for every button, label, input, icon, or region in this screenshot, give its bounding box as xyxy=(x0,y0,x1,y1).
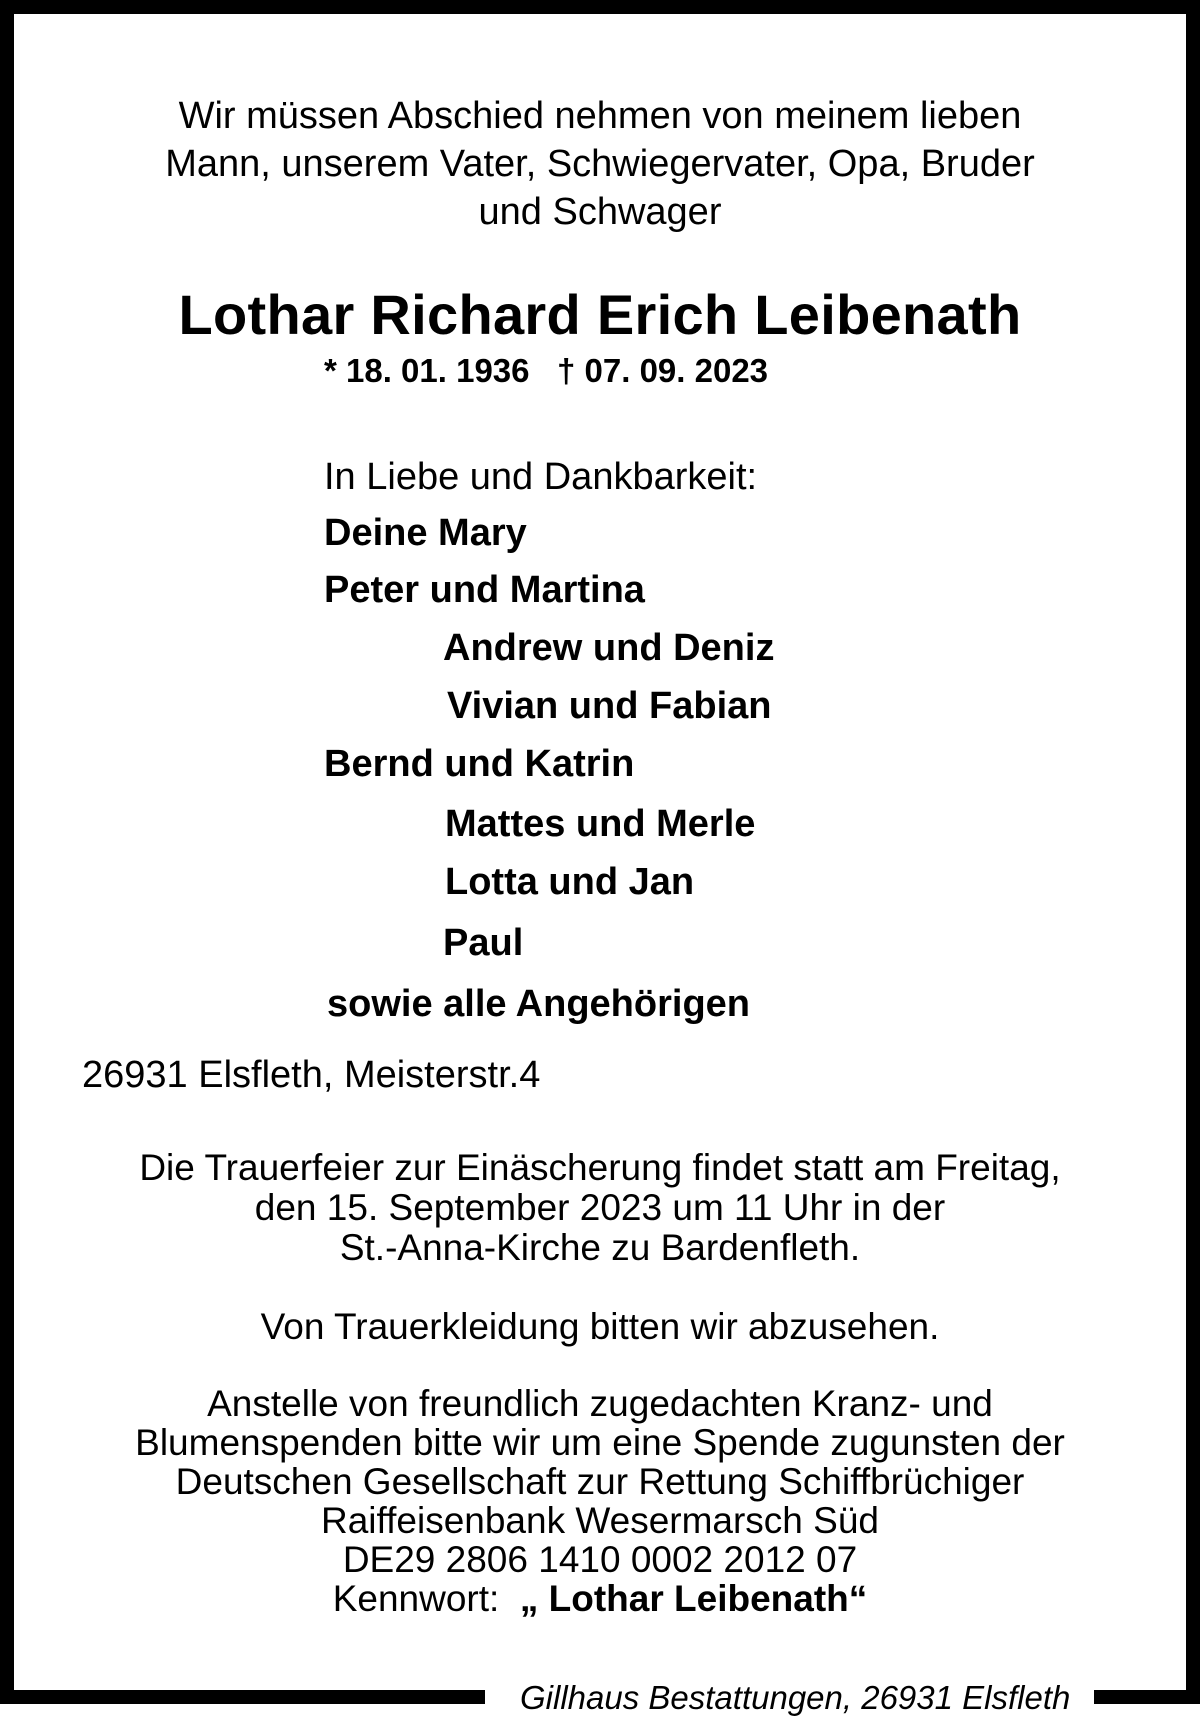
bottom-rule-left xyxy=(0,1690,485,1704)
family-member: Mattes und Merle xyxy=(445,803,756,845)
bottom-rule-right xyxy=(1094,1690,1200,1704)
family-member: Deine Mary xyxy=(324,512,527,554)
donation-line: Anstelle von freundlich zugedachten Kranz- und xyxy=(207,1383,993,1424)
intro-line: Wir müssen Abschied nehmen von meinem lieben xyxy=(178,95,1022,137)
ceremony-line: den 15. September 2023 um 11 Uhr in der xyxy=(254,1187,946,1228)
donation-text xyxy=(14,1384,1186,1618)
deceased-name: Lothar Richard Erich Leibenath xyxy=(178,283,1022,346)
donation-line: Raiffeisenbank Wesermarsch Süd xyxy=(320,1500,880,1541)
donation-line: Blumenspenden bitte wir um eine Spende zugunsten der xyxy=(135,1422,1065,1463)
family-member: Andrew und Deniz xyxy=(443,627,775,669)
kennwort-value: „ Lothar Leibenath“ xyxy=(519,1578,868,1619)
life-dates: * 18. 01. 1936 † 07. 09. 2023 xyxy=(324,352,769,389)
ceremony-text xyxy=(14,1148,1186,1268)
family-member: Bernd und Katrin xyxy=(324,743,635,785)
family-member: Peter und Martina xyxy=(324,569,645,611)
donation-line: DE29 2806 1410 0002 2012 07 xyxy=(342,1539,858,1580)
kennwort-label: Kennwort: xyxy=(332,1578,500,1619)
kennwort-line xyxy=(14,1579,1186,1618)
intro-line: und Schwager xyxy=(478,191,722,233)
intro-text xyxy=(14,92,1186,236)
funeral-home-credit: Gillhaus Bestattungen, 26931 Elsfleth xyxy=(520,1679,1071,1716)
ceremony-line: Die Trauerfeier zur Einäscherung findet statt am Freitag, xyxy=(139,1147,1061,1188)
family-heading: In Liebe und Dankbarkeit: xyxy=(324,456,758,498)
family-member: Paul xyxy=(443,922,524,964)
family-member: Lotta und Jan xyxy=(445,861,695,903)
intro-line: Mann, unserem Vater, Schwiegervater, Opa, Bruder xyxy=(165,143,1035,185)
clothing-note: Von Trauerkleidung bitten wir abzusehen. xyxy=(260,1306,940,1347)
donation-line: Deutschen Gesellschaft zur Rettung Schiffbrüchiger xyxy=(175,1461,1025,1502)
ceremony-line: St.-Anna-Kirche zu Bardenfleth. xyxy=(339,1227,861,1268)
family-member: Vivian und Fabian xyxy=(447,685,772,727)
family-member: sowie alle Angehörigen xyxy=(327,983,751,1025)
address: 26931 Elsfleth, Meisterstr.4 xyxy=(82,1054,541,1096)
